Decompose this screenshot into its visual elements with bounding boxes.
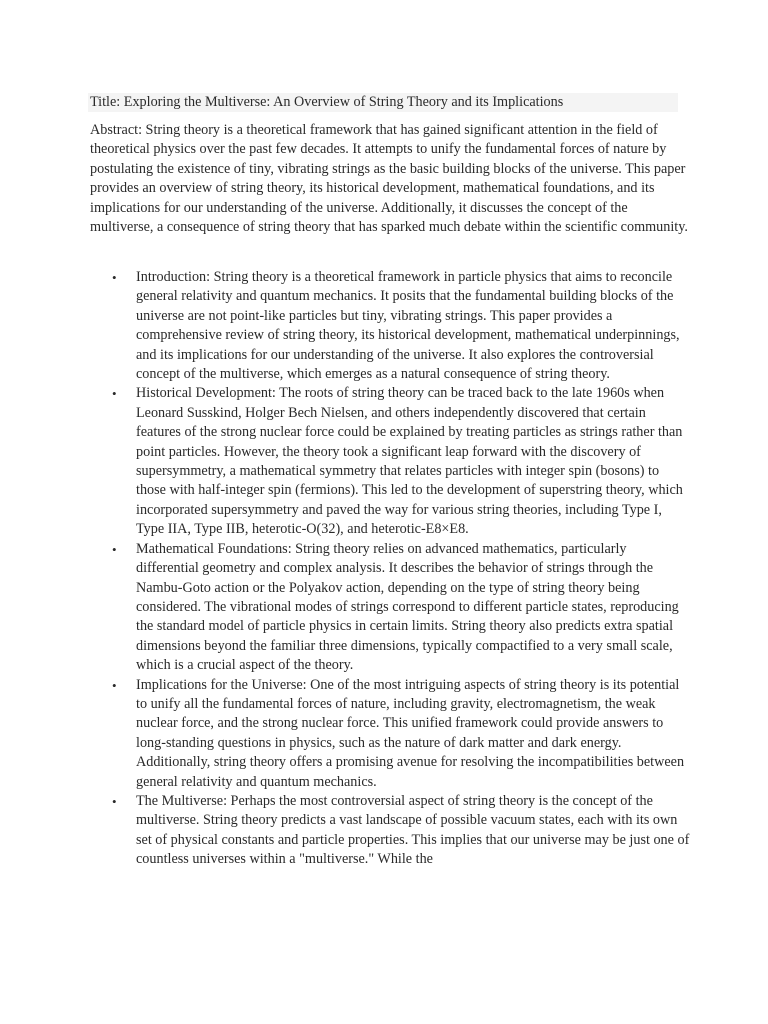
bullet-icon: • — [112, 793, 117, 809]
document-title: Title: Exploring the Multiverse: An Overview of String Theory and its Implications — [88, 93, 678, 112]
section-historical-development: Historical Development: The roots of string theory can be traced back to the late 1960s when Leonard Susskind, Holger Bech Nielsen, and others independently discovered that certain features of the strong nuclear force could be explained by treating particles as strings rather than point particles. However, the theory took a significant leap forward with the discovery of supersymmetry, a mathematical symmetry that relates particles with integer spin (bosons) to those with half-integer spin (fermions). This led to the development of superstring theory, which incorporated supersymmetry and paved the way for various string theories, including Type I, Type IIA, Type IIB, heterotic-O(32), and heterotic-E8×E8. — [136, 385, 683, 538]
bullet-icon: • — [112, 386, 117, 402]
list-item — [90, 792, 690, 870]
bullet-icon: • — [112, 541, 117, 557]
section-mathematical-foundations: Mathematical Foundations: String theory relies on advanced mathematics, particularly differential geometry and complex analysis. It describes the behavior of strings through the Nambu-Goto action or the Polyakov action, depending on the type of string theory being considered. The vibrational modes of strings correspond to different particle states, reproducing the standard model of particle physics in certain limits. String theory also predicts extra spatial dimensions beyond the familiar three dimensions, typically compactified to a very small scale, which is a crucial aspect of the theory. — [136, 540, 679, 674]
list-item — [90, 676, 690, 792]
abstract-paragraph: Abstract: String theory is a theoretical framework that has gained significant attention in the field of theoretical physics over the past few decades. It attempts to unify the fundamental forces of nature by postulating the existence of tiny, vibrating strings as the basic building blocks of the universe. This paper provides an overview of string theory, its historical development, mathematical foundations, and its implications for our understanding of the universe. Additionally, it discusses the concept of the multiverse, a consequence of string theory that has sparked much debate within the scientific community. — [90, 122, 688, 236]
list-item — [90, 540, 690, 676]
list-item — [90, 384, 690, 539]
section-introduction: Introduction: String theory is a theoretical framework in particle physics that aims to reconcile general relativity and quantum mechanics. It posits that the fundamental building blocks of the universe are not point-like particles but tiny, vibrating strings. This paper provides a comprehensive review of string theory, its historical development, mathematical underpinnings, and its implications for our understanding of the universe. It also explores the controversial concept of the multiverse, which emerges as a natural consequence of string theory. — [136, 269, 680, 383]
list-item — [90, 268, 690, 384]
section-list — [90, 268, 690, 870]
bullet-icon: • — [112, 677, 117, 693]
bullet-icon: • — [112, 270, 117, 285]
section-implications: Implications for the Universe: One of the most intriguing aspects of string theory is its potential to unify all the fundamental forces of nature, including gravity, electromagnetism, the weak nuclear force, and the strong nuclear force. This unified framework could provide answers to long-standing questions in physics, such as the nature of dark matter and dark energy. Additionally, string theory offers a promising avenue for resolving the incompatibilities between general relativity and quantum mechanics. — [136, 676, 685, 790]
section-multiverse: The Multiverse: Perhaps the most controversial aspect of string theory is the concept of the multiverse. String theory predicts a vast landscape of possible vacuum states, each with its own set of physical constants and particle properties. This implies that our universe may be just one of countless universes within a "multiverse." While the — [136, 792, 690, 868]
